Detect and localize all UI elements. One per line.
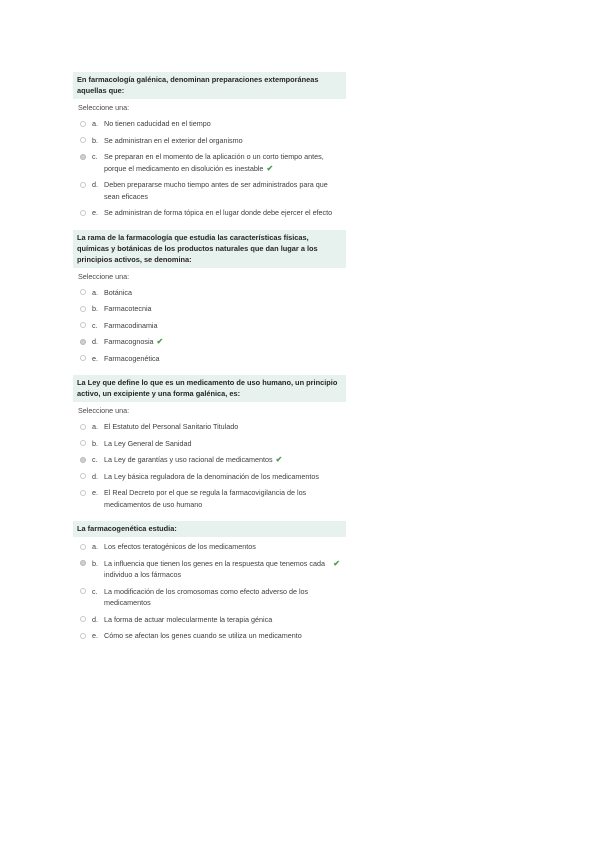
- option-letter: d.: [92, 337, 98, 346]
- option-letter: a.: [92, 119, 98, 128]
- radio-button[interactable]: [80, 473, 86, 479]
- option-text: Farmacotecnia: [104, 304, 152, 313]
- answer-option-selected[interactable]: [77, 336, 342, 348]
- answer-option-selected[interactable]: [77, 558, 342, 581]
- question-title: La farmacogenética estudia:: [73, 521, 346, 537]
- answer-option[interactable]: [77, 135, 342, 147]
- question-title: La rama de la farmacología que estudia las características físicas, químicas y botánicas de los productos naturales que dan lugar a los principios activos, se denomina:: [73, 230, 346, 268]
- option-letter: e.: [92, 631, 98, 640]
- answer-option[interactable]: [77, 630, 342, 642]
- answer-option[interactable]: [77, 207, 342, 219]
- option-letter: c.: [92, 152, 98, 161]
- radio-button[interactable]: [80, 210, 86, 216]
- correct-check-icon: ✔: [275, 455, 283, 464]
- radio-button-checked[interactable]: [80, 457, 86, 463]
- radio-button[interactable]: [80, 137, 86, 143]
- option-letter: d.: [92, 471, 98, 481]
- correct-check-icon: ✔: [333, 558, 340, 568]
- option-letter: c.: [92, 320, 98, 330]
- option-text: Los efectos teratogénicos de los medicamentos: [104, 542, 256, 551]
- answer-option[interactable]: [77, 179, 342, 202]
- answer-option[interactable]: [77, 438, 342, 450]
- answer-option-selected[interactable]: [77, 151, 342, 174]
- answer-option[interactable]: [77, 287, 342, 299]
- quiz-page: [73, 72, 346, 653]
- radio-button[interactable]: [80, 424, 86, 430]
- radio-button[interactable]: [80, 306, 86, 312]
- option-letter: b.: [92, 558, 98, 568]
- option-letter: d.: [92, 614, 98, 624]
- radio-button[interactable]: [80, 490, 86, 496]
- option-text: La modificación de los cromosomas como efecto adverso de los medicamentos: [104, 586, 309, 607]
- answer-option[interactable]: [77, 586, 342, 609]
- correct-check-icon: ✔: [266, 163, 274, 173]
- option-text: Farmacogenética: [104, 353, 160, 363]
- question-3: [73, 375, 346, 517]
- answer-option[interactable]: [77, 353, 342, 365]
- option-text: Farmacodinamia: [104, 320, 158, 330]
- answer-option[interactable]: [77, 320, 342, 332]
- question-prompt: Seleccione una:: [78, 406, 130, 415]
- option-letter: b.: [92, 438, 98, 448]
- radio-button-checked[interactable]: [80, 339, 86, 345]
- radio-button[interactable]: [80, 588, 86, 594]
- option-text: Se administran en el exterior del organismo: [104, 135, 243, 145]
- answer-option[interactable]: [77, 614, 342, 626]
- option-text-content: Farmacognosia: [104, 337, 154, 346]
- correct-check-icon: ✔: [156, 337, 164, 346]
- option-text: [104, 336, 342, 348]
- radio-button-checked[interactable]: [80, 154, 86, 160]
- option-text: No tienen caducidad en el tiempo: [104, 119, 211, 128]
- option-letter: a.: [92, 287, 98, 297]
- question-title: En farmacología galénica, denominan preparaciones extemporáneas aquellas que:: [73, 72, 346, 99]
- option-text: La Ley básica reguladora de la denominación de los medicamentos: [104, 471, 319, 481]
- answer-option[interactable]: [77, 471, 342, 483]
- radio-button-checked[interactable]: [80, 560, 86, 566]
- question-2: [73, 230, 346, 372]
- radio-button[interactable]: [80, 440, 86, 446]
- option-text: Se administran de forma tópica en el lugar donde debe ejercer el efecto: [104, 208, 333, 217]
- option-text: La Ley General de Sanidad: [104, 438, 192, 448]
- radio-button[interactable]: [80, 616, 86, 622]
- radio-button[interactable]: [80, 121, 86, 127]
- option-text: La influencia que tienen los genes en la respuesta que tenemos cada individuo a los fármacos: [104, 558, 325, 579]
- answer-option[interactable]: [77, 303, 342, 315]
- question-prompt: Seleccione una:: [78, 271, 130, 281]
- option-letter: d.: [92, 180, 98, 189]
- option-text: El Estatuto del Personal Sanitario Titulado: [104, 422, 239, 431]
- radio-button[interactable]: [80, 182, 86, 188]
- radio-button[interactable]: [80, 355, 86, 361]
- option-text: La forma de actuar molecularmente la terapia génica: [104, 614, 273, 624]
- answer-option[interactable]: [77, 118, 342, 130]
- option-letter: c.: [92, 586, 98, 596]
- radio-button[interactable]: [80, 289, 86, 295]
- option-text: El Real Decreto por el que se regula la farmacovigilancia de los medicamentos de uso humano: [104, 488, 307, 509]
- question-1: [73, 72, 346, 226]
- radio-button[interactable]: [80, 633, 86, 639]
- answer-option[interactable]: [77, 487, 342, 510]
- option-text: Cómo se afectan los genes cuando se utiliza un medicamento: [104, 631, 302, 640]
- option-letter: e.: [92, 353, 98, 363]
- option-text: [104, 151, 342, 174]
- option-text-content: La Ley de garantías y uso racional de medicamentos: [104, 455, 273, 464]
- option-letter: b.: [92, 304, 98, 313]
- question-prompt: Seleccione una:: [78, 103, 130, 112]
- question-title: La Ley que define lo que es un medicamento de uso humano, un principio activo, un excipiente y una forma galénica, es:: [73, 375, 346, 402]
- option-letter: a.: [92, 422, 98, 431]
- option-letter: e.: [92, 488, 98, 497]
- question-4: [73, 521, 346, 649]
- option-letter: c.: [92, 455, 98, 464]
- option-text-content: Se preparan en el momento de la aplicación o un corto tiempo antes, porque el medicamento en disolución es inestable: [104, 152, 324, 173]
- option-text: Botánica: [104, 287, 132, 297]
- option-text: [104, 454, 342, 466]
- answer-option[interactable]: [77, 421, 342, 433]
- radio-button[interactable]: [80, 322, 86, 328]
- option-letter: b.: [92, 135, 98, 145]
- option-letter: e.: [92, 208, 98, 217]
- radio-button[interactable]: [80, 544, 86, 550]
- option-text: Deben prepararse mucho tiempo antes de ser administrados para que sean eficaces: [104, 180, 328, 201]
- answer-option-selected[interactable]: [77, 454, 342, 466]
- option-letter: a.: [92, 542, 98, 551]
- answer-option[interactable]: [77, 541, 342, 553]
